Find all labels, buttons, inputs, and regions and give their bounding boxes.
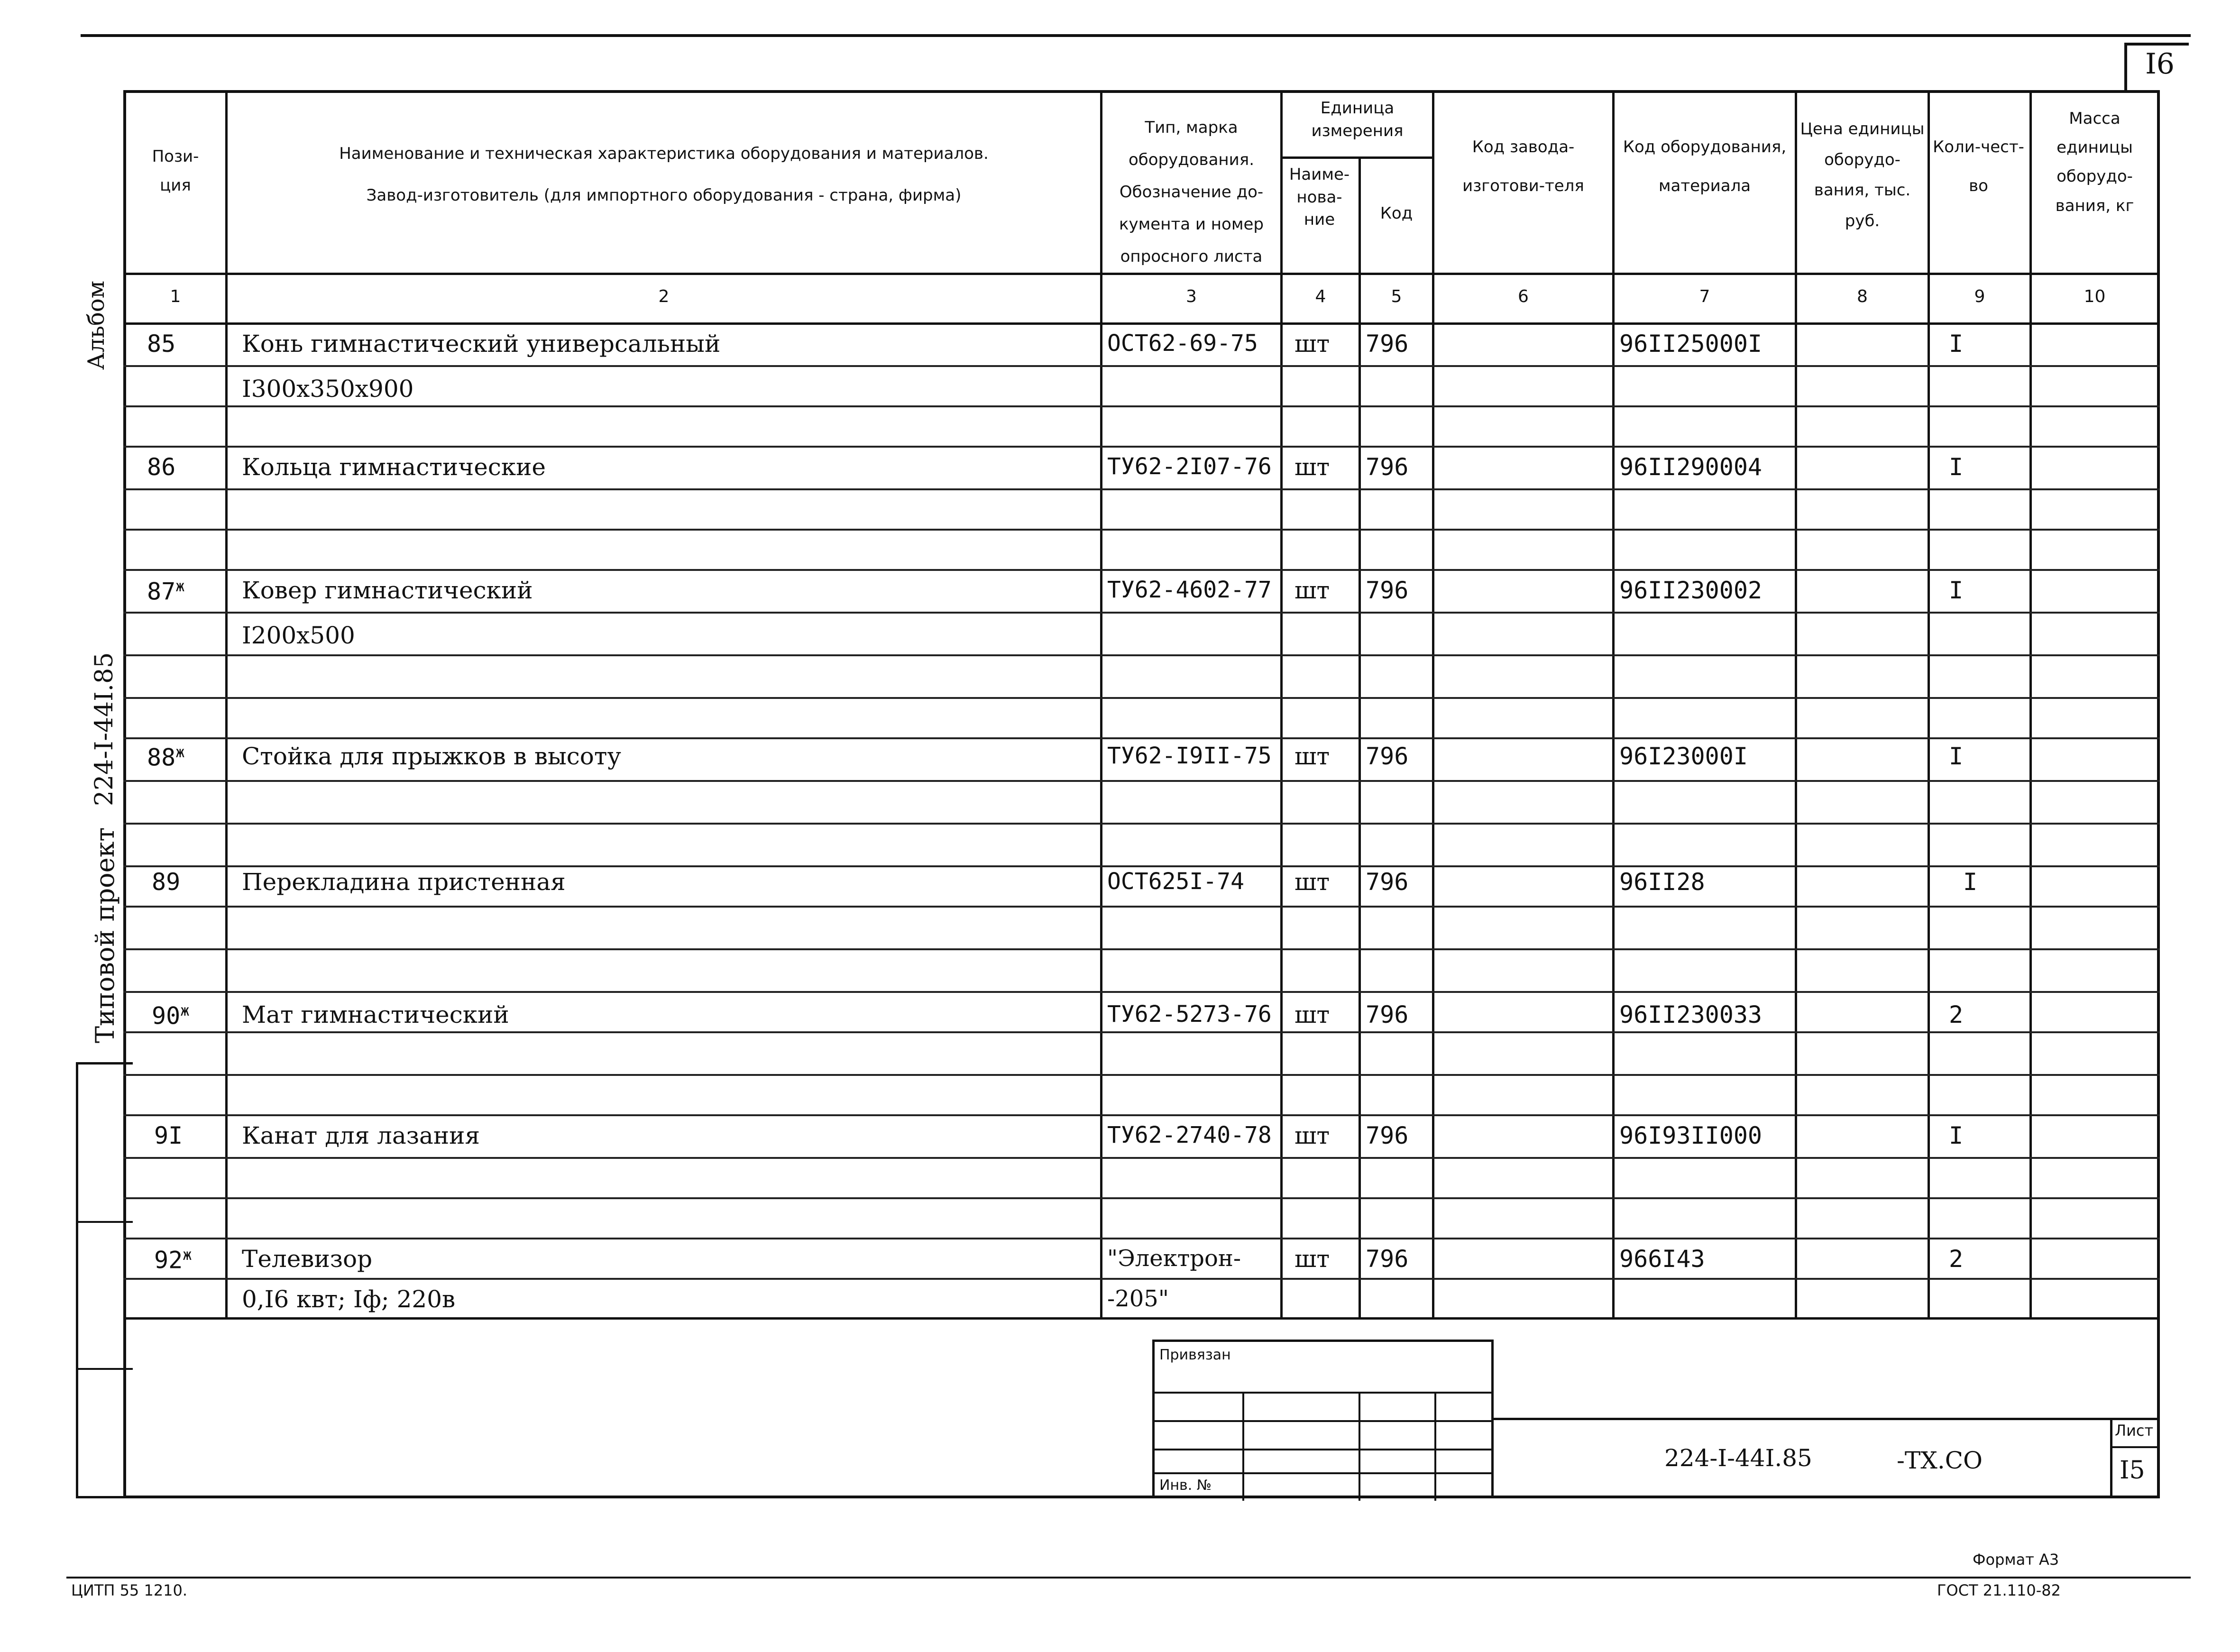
col-line-9 [2029,90,2032,1318]
col-line-3 [1280,90,1283,1318]
colnum-7: 7 [1699,287,1710,306]
stamp-linked-label: Привязан [1159,1347,1231,1363]
row-type: ТУ62-5273-76 [1107,1001,1272,1028]
row-line [123,1278,2160,1280]
row-unit-code: 796 [1366,1245,1409,1273]
top-border [81,34,2191,37]
row-equipment-code: 96I23000I [1619,743,1748,770]
doc-suffix: -ТХ.СО [1897,1447,1983,1474]
row-unit: шт [1294,1122,1330,1149]
row-unit-code: 796 [1366,1122,1409,1149]
row-type: ТУ62-I9II-75 [1107,743,1272,769]
row-equipment-code: 96II25000I [1619,330,1763,358]
header-col-7: Код оборудования, материала [1623,138,1787,195]
row-pos: $88^ж$ [147,743,185,771]
row-qty: I [1949,743,1964,770]
row-type: "Электрон- [1107,1245,1241,1272]
row-line [123,906,2160,908]
row-star: ж [183,1246,192,1264]
row-unit: шт [1294,868,1330,896]
row-type: ТУ62-4602-77 [1107,577,1272,603]
colnum-4: 4 [1315,287,1326,306]
colnum-bottom-line [123,322,2160,325]
doc-code: 224-I-44I.85 [1664,1444,1812,1472]
row-pos: $92^ж$ [154,1246,192,1274]
row-unit-code: 796 [1366,1001,1409,1028]
row-unit-code: 796 [1366,453,1409,481]
row-line [123,1031,2160,1033]
header-col-2: Наименование и техническая характеристика оборудования и материалов. Завод-изготовитель (для импортного оборудования - страна, фирма) [339,144,989,205]
colnum-8: 8 [1857,287,1868,306]
header-col-3: Тип, марка оборудования. Обозначение до-кумента и номер опросного листа [1119,118,1264,266]
header-bottom-line [123,273,2160,275]
row-line [123,654,2160,656]
row-equipment-code: 966I43 [1619,1245,1705,1273]
sheet-number: I5 [2120,1456,2145,1485]
row-line [123,948,2160,950]
row-equipment-code: 96II230002 [1619,577,1763,604]
row-type: ОСТ62-69-75 [1107,330,1258,357]
row-line [123,780,2160,782]
colnum-10: 10 [2084,287,2106,306]
row-name: Канат для лазания [242,1122,480,1149]
table-end-line [123,1317,2160,1320]
row-name: Ковер гимнастический [242,577,533,604]
colnum-2: 2 [658,287,670,306]
row-unit-code: 796 [1366,330,1409,358]
colnum-5: 5 [1391,287,1402,306]
row-name-2: I200x500 [242,622,355,649]
row-line [123,1114,2160,1116]
colnum-1: 1 [170,287,181,306]
row-line [123,488,2160,490]
unit-group-header: Единица измерения [1311,99,1404,140]
row-line [123,1197,2160,1199]
row-line [123,865,2160,867]
colnum-9: 9 [1974,287,1985,306]
row-qty: I [1963,868,1978,896]
row-name: Конь гимнастический универсальный [242,330,721,358]
row-name: Стойка для прыжков в высоту [242,743,621,770]
row-qty: I [1949,577,1964,604]
col-line-7 [1795,90,1797,1318]
row-line [123,823,2160,825]
row-star: ж [180,1001,190,1019]
row-unit-code: 796 [1366,868,1409,896]
row-equipment-code: 96II230033 [1619,1001,1763,1028]
top-sheet-number: I6 [2145,47,2175,81]
row-unit-code: 796 [1366,743,1409,770]
row-line [123,569,2160,571]
row-pos: 85 [147,330,176,358]
side-label-album: Альбом [83,280,110,370]
side-label-project-code: 224-I-44I.85 [90,652,119,806]
side-label-typical-project: Типовой проект [90,827,120,1043]
row-type-2: -205" [1107,1285,1169,1312]
footer-gost: ГОСТ 21.110-82 [1937,1581,2061,1599]
header-col-10: Масса единицы оборудо-вания, кг [2055,109,2134,215]
row-qty: I [1949,330,1964,358]
header-col-6: Код завода-изготови-теля [1462,138,1584,195]
row-unit: шт [1294,743,1330,770]
row-equipment-code: 96I93II000 [1619,1122,1763,1149]
header-col-9: Коли-чест-во [1933,138,2024,195]
row-unit: шт [1294,453,1330,481]
row-pos: 9I [154,1122,183,1149]
colnum-3: 3 [1186,287,1197,306]
row-line [123,365,2160,367]
row-name: Кольца гимнастические [242,453,546,481]
footer-format: Формат А3 [1973,1551,2059,1569]
colnum-6: 6 [1518,287,1529,306]
row-line [123,405,2160,407]
col-line-6 [1612,90,1615,1318]
row-unit: шт [1294,1001,1330,1028]
row-equipment-code: 96II28 [1619,868,1705,896]
row-star: ж [175,743,185,761]
row-unit: шт [1294,577,1330,604]
row-line [123,1238,2160,1239]
row-name: Мат гимнастический [242,1001,509,1028]
unit-group-line [1280,156,1432,159]
row-type: ТУ62-2I07-76 [1107,453,1272,480]
row-name-2: I300x350x900 [242,375,414,403]
header-col-8: Цена единицы оборудо-вания, тыс. руб. [1800,119,1925,230]
row-qty: I [1949,1122,1964,1149]
row-unit-code: 796 [1366,577,1409,604]
row-qty: 2 [1949,1001,1964,1028]
linked-stamp [1152,1340,1494,1498]
stamp-inv-label: Инв. № [1159,1477,1212,1494]
footer-line [66,1577,2191,1579]
row-type: ТУ62-2740-78 [1107,1122,1272,1148]
header-col-1: Пози- ция [152,147,199,195]
row-qty: 2 [1949,1245,1964,1273]
row-name-2: 0,I6 квт; Iф; 220в [242,1285,456,1313]
row-type: ОСТ625I-74 [1107,868,1244,895]
title-block-line [1494,1418,2160,1420]
col-line-1 [225,90,228,1318]
row-pos: 89 [152,868,181,896]
row-qty: I [1949,453,1964,481]
col-line-5 [1432,90,1434,1318]
row-unit: шт [1294,1245,1330,1273]
row-line [123,612,2160,614]
row-line [123,529,2160,531]
row-name: Перекладина пристенная [242,868,566,896]
row-unit: шт [1294,330,1330,358]
row-line [123,697,2160,699]
row-equipment-code: 96II290004 [1619,453,1763,481]
row-line [123,1074,2160,1076]
row-pos: $90^ж$ [152,1001,190,1030]
row-star: ж [175,577,185,595]
row-name: Телевизор [242,1245,373,1273]
row-pos: $87^ж$ [147,577,185,606]
row-line [123,737,2160,739]
row-line [123,991,2160,993]
row-pos: 86 [147,453,176,481]
header-col-4: Наиме-нова-ние [1289,165,1350,229]
sheet-label: Лист [2115,1422,2154,1440]
header-col-5: Код [1380,204,1413,223]
col-line-8 [1928,90,1930,1318]
col-line-2 [1100,90,1102,1318]
footer-left: ЦИТП 55 1210. [71,1581,188,1599]
row-line [123,1157,2160,1159]
row-line [123,446,2160,448]
